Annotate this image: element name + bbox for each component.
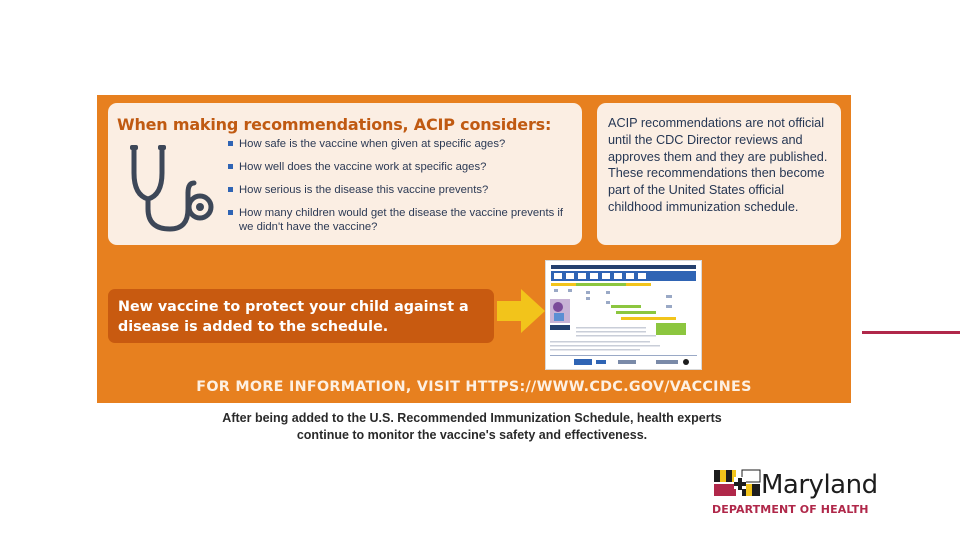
considerations-list: [228, 137, 573, 243]
approval-text: ACIP recommendations are not official until the CDC Director reviews and approves them and they are published. These recommendations then become part of the United States official childhood immunization schedule.: [608, 116, 828, 214]
more-information-link: FOR MORE INFORMATION, VISIT HTTPS://WWW.CDC.GOV/VACCINES: [196, 379, 752, 395]
stethoscope-icon: [122, 143, 230, 235]
bullet-icon: [228, 141, 233, 146]
maryland-wordmark: Maryland: [761, 470, 878, 500]
accent-divider: [862, 331, 960, 334]
considerations-title: When making recommendations, ACIP considers:: [117, 115, 552, 134]
maryland-flag-logo-icon: [712, 468, 762, 498]
acip-considerations-card: [108, 103, 582, 245]
acip-approval-card: [597, 103, 841, 245]
new-vaccine-banner: [108, 289, 494, 343]
list-item: How safe is the vaccine when given at specific ages?: [228, 137, 573, 151]
list-item: How serious is the disease this vaccine prevents?: [228, 183, 573, 197]
monitoring-caption: After being added to the U.S. Recommended Immunization Schedule, health experts continue to monitor the vaccine's safety and effectiveness.: [222, 411, 722, 442]
list-item: How many children would get the disease the vaccine prevents if we didn't have the vaccine?: [228, 206, 573, 234]
arrow-right-icon: [495, 287, 547, 335]
bullet-icon: [228, 210, 233, 215]
immunization-schedule-thumbnail: [545, 260, 702, 370]
bullet-icon: [228, 187, 233, 192]
department-of-health-label: DEPARTMENT OF HEALTH: [712, 503, 869, 516]
list-item: How well does the vaccine work at specific ages?: [228, 160, 573, 174]
bullet-icon: [228, 164, 233, 169]
infographic-panel: [97, 95, 851, 403]
new-vaccine-text: New vaccine to protect your child against a disease is added to the schedule.: [118, 299, 469, 335]
